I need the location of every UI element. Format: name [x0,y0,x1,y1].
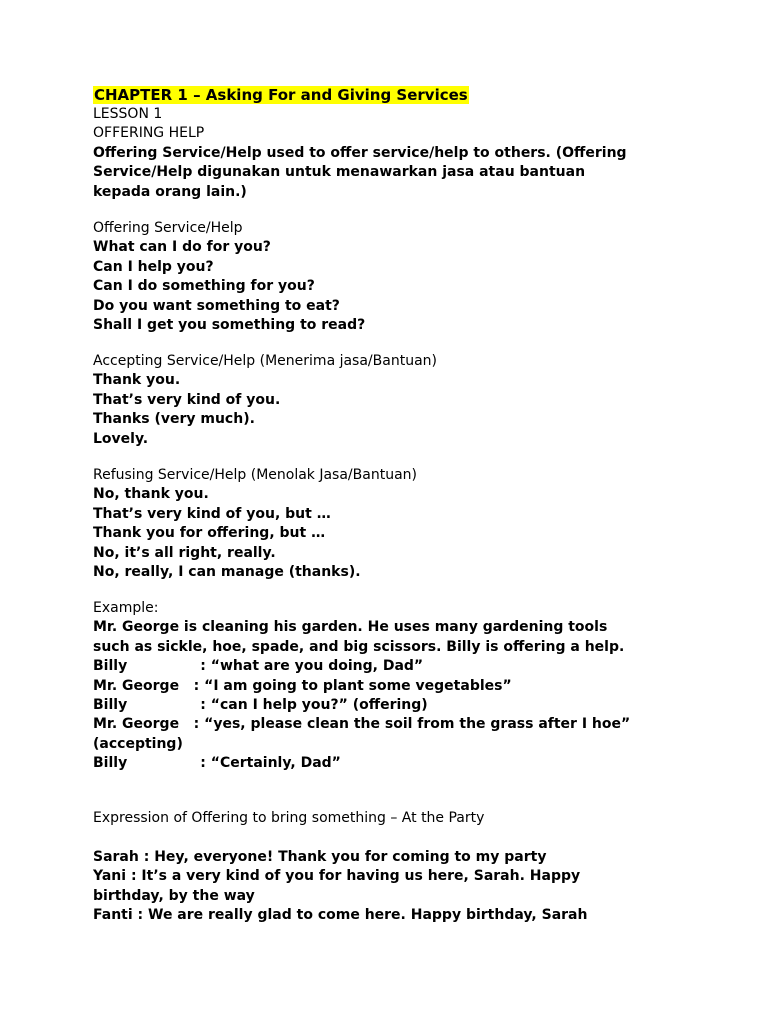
definition-line: Service/Help digunakan untuk menawarkan jasa atau bantuan [93,164,586,181]
chapter-title-highlight: CHAPTER 1 – Asking For and Giving Services [94,86,468,104]
chapter-title [93,86,693,105]
dialogue-line: Billy : “can I help you?” (offering) [93,697,428,714]
refusing-item: Thank you for offering, but … [93,525,326,542]
party-heading: Expression of Offering to bring something – At the Party [93,810,485,826]
dialogue-line: Mr. George : “I am going to plant some vegetables” [93,677,512,694]
accepting-item: Lovely. [93,430,149,447]
offering-heading: Offering Service/Help [93,220,243,236]
accepting-item: Thank you. [93,372,181,389]
refusing-item: No, really, I can manage (thanks). [93,564,361,581]
party-dialogue [93,848,693,926]
offering-section [93,219,693,335]
accepting-item: That’s very kind of you. [93,391,281,408]
chapter-header [93,86,693,202]
lesson-label: LESSON 1 [93,106,163,122]
example-intro-line: Mr. George is cleaning his garden. He uses many gardening tools [93,619,608,636]
refusing-section [93,466,693,582]
refusing-item: No, thank you. [93,486,209,503]
accepting-heading: Accepting Service/Help (Menerima jasa/Bantuan) [93,353,437,369]
party-section [93,809,693,828]
refusing-item: No, it’s all right, really. [93,544,276,561]
party-line: Fanti : We are really glad to come here. Happy birthday, Sarah [93,907,588,924]
example-section [93,599,693,774]
dialogue-line: (accepting) [93,735,183,752]
definition-line: kepada orang lain.) [93,183,247,200]
party-line: Yani : It’s a very kind of you for having us here, Sarah. Happy [93,868,581,885]
dialogue-line: Billy : “Certainly, Dad” [93,755,341,772]
party-line: birthday, by the way [93,887,255,904]
accepting-section [93,352,693,449]
offering-item: Can I do something for you? [93,278,315,295]
topic-label: OFFERING HELP [93,125,205,142]
example-intro-line: such as sickle, hoe, spade, and big scissors. Billy is offering a help. [93,638,625,655]
dialogue-line: Billy : “what are you doing, Dad” [93,658,424,675]
offering-item: Can I help you? [93,258,214,275]
accepting-item: Thanks (very much). [93,411,255,428]
definition-line: Offering Service/Help used to offer service/help to others. (Offering [93,144,627,161]
offering-item: Shall I get you something to read? [93,317,366,334]
refusing-heading: Refusing Service/Help (Menolak Jasa/Bantuan) [93,467,417,483]
offering-item: Do you want something to eat? [93,297,340,314]
refusing-item: That’s very kind of you, but … [93,505,331,522]
offering-item: What can I do for you? [93,239,271,256]
party-line: Sarah : Hey, everyone! Thank you for coming to my party [93,849,547,865]
dialogue-line: Mr. George : “yes, please clean the soil from the grass after I hoe” [93,716,631,733]
example-heading: Example: [93,600,159,616]
